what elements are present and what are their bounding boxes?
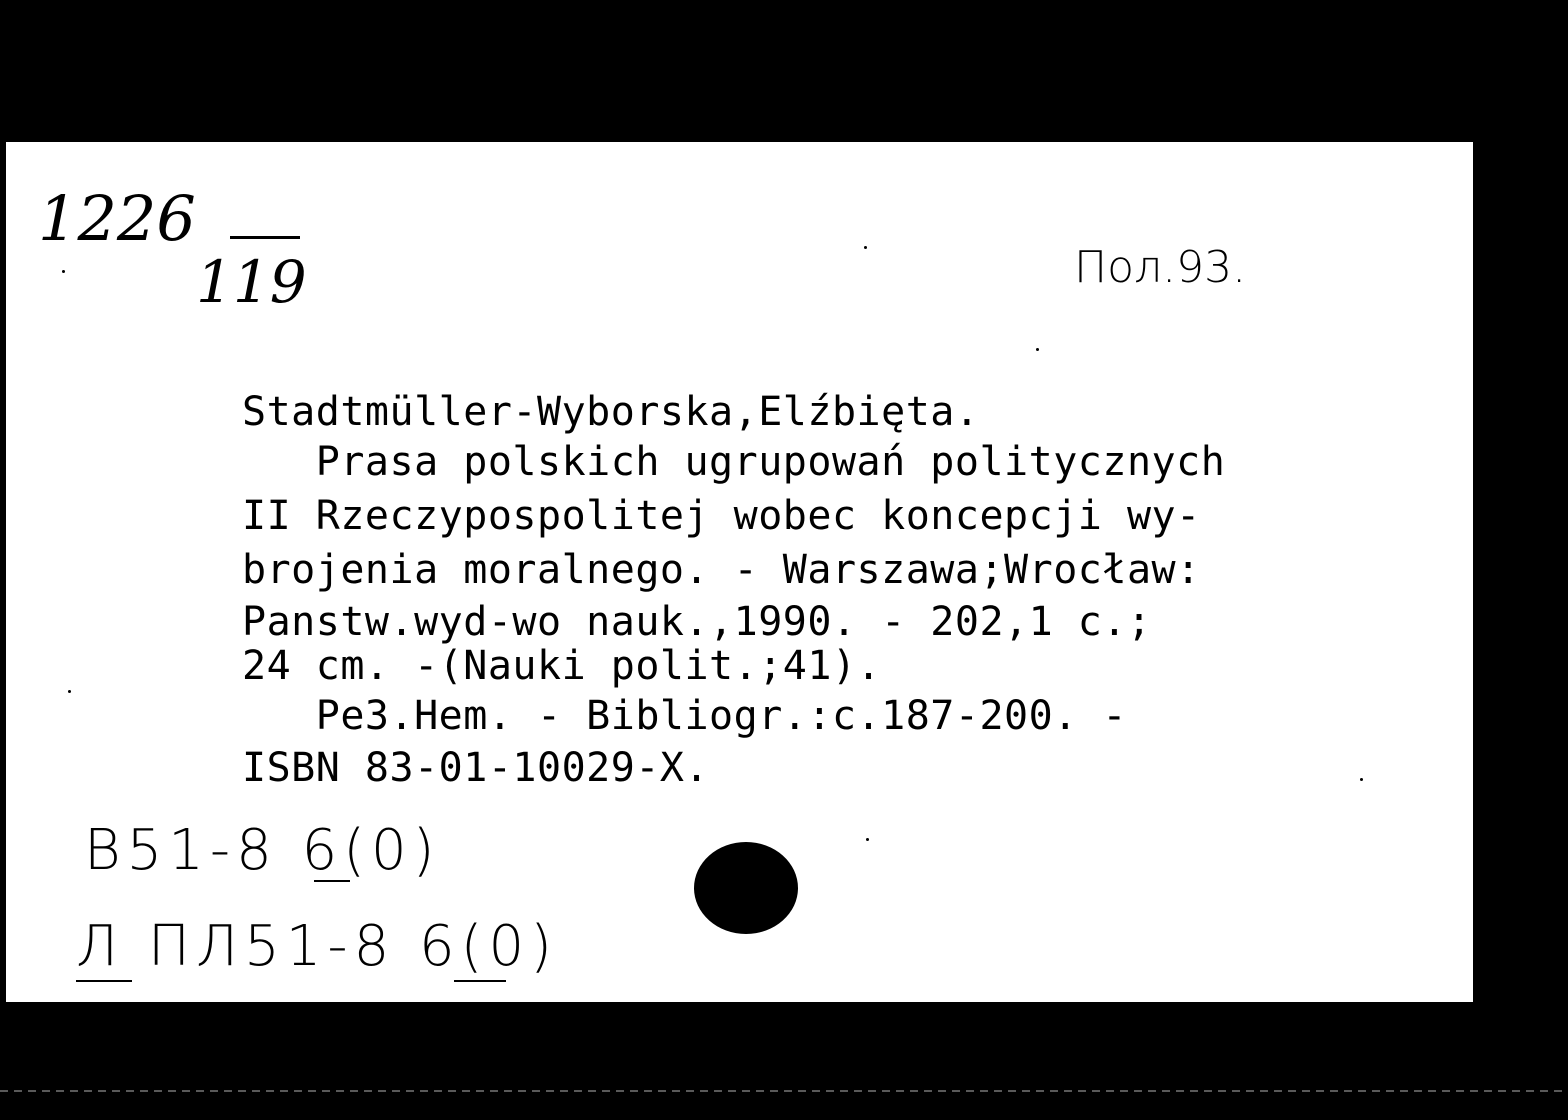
fraction-bar bbox=[230, 236, 300, 239]
entry-line-1: Prasa polskich ugrupowań politycznych bbox=[242, 439, 1226, 485]
entry-line-4: Panstw.wyd-wo nauk.,1990. - 202,1 c.; bbox=[242, 599, 1152, 645]
classification-2-mark-b bbox=[454, 980, 506, 982]
entry-author: Stadtmüller-Wyborska,Elźbięta. bbox=[242, 389, 980, 435]
speck bbox=[62, 270, 65, 273]
scan-line bbox=[0, 1090, 1568, 1092]
speck bbox=[1036, 348, 1039, 351]
classification-2: Л ПЛ51-8 6(0) bbox=[76, 914, 558, 979]
entry-line-7: ISBN 83-01-10029-X. bbox=[242, 745, 710, 791]
entry-line-6: Pe3.Hem. - Bibliogr.:c.187-200. - bbox=[242, 693, 1127, 739]
classification-2-mark-a bbox=[76, 980, 132, 982]
speck bbox=[866, 838, 869, 841]
call-number-bottom: 119 bbox=[196, 248, 307, 316]
punch-hole bbox=[694, 842, 798, 934]
classification-1: B51-8 6(0) bbox=[84, 818, 441, 883]
catalog-card bbox=[6, 142, 1473, 1002]
entry-line-2: II Rzeczypospolitej wobec koncepcji wy- bbox=[242, 493, 1201, 539]
classification-1-mark bbox=[314, 880, 350, 882]
entry-line-3: brojenia moralnego. - Warszawa;Wrocław: bbox=[242, 547, 1201, 593]
entry-line-5: 24 cm. -(Nauki polit.;41). bbox=[242, 643, 882, 689]
shelf-mark: Пол.93. bbox=[1074, 242, 1247, 293]
speck bbox=[68, 690, 71, 693]
speck bbox=[864, 246, 867, 249]
call-number-top: 1226 bbox=[38, 182, 196, 255]
speck bbox=[1360, 778, 1363, 781]
